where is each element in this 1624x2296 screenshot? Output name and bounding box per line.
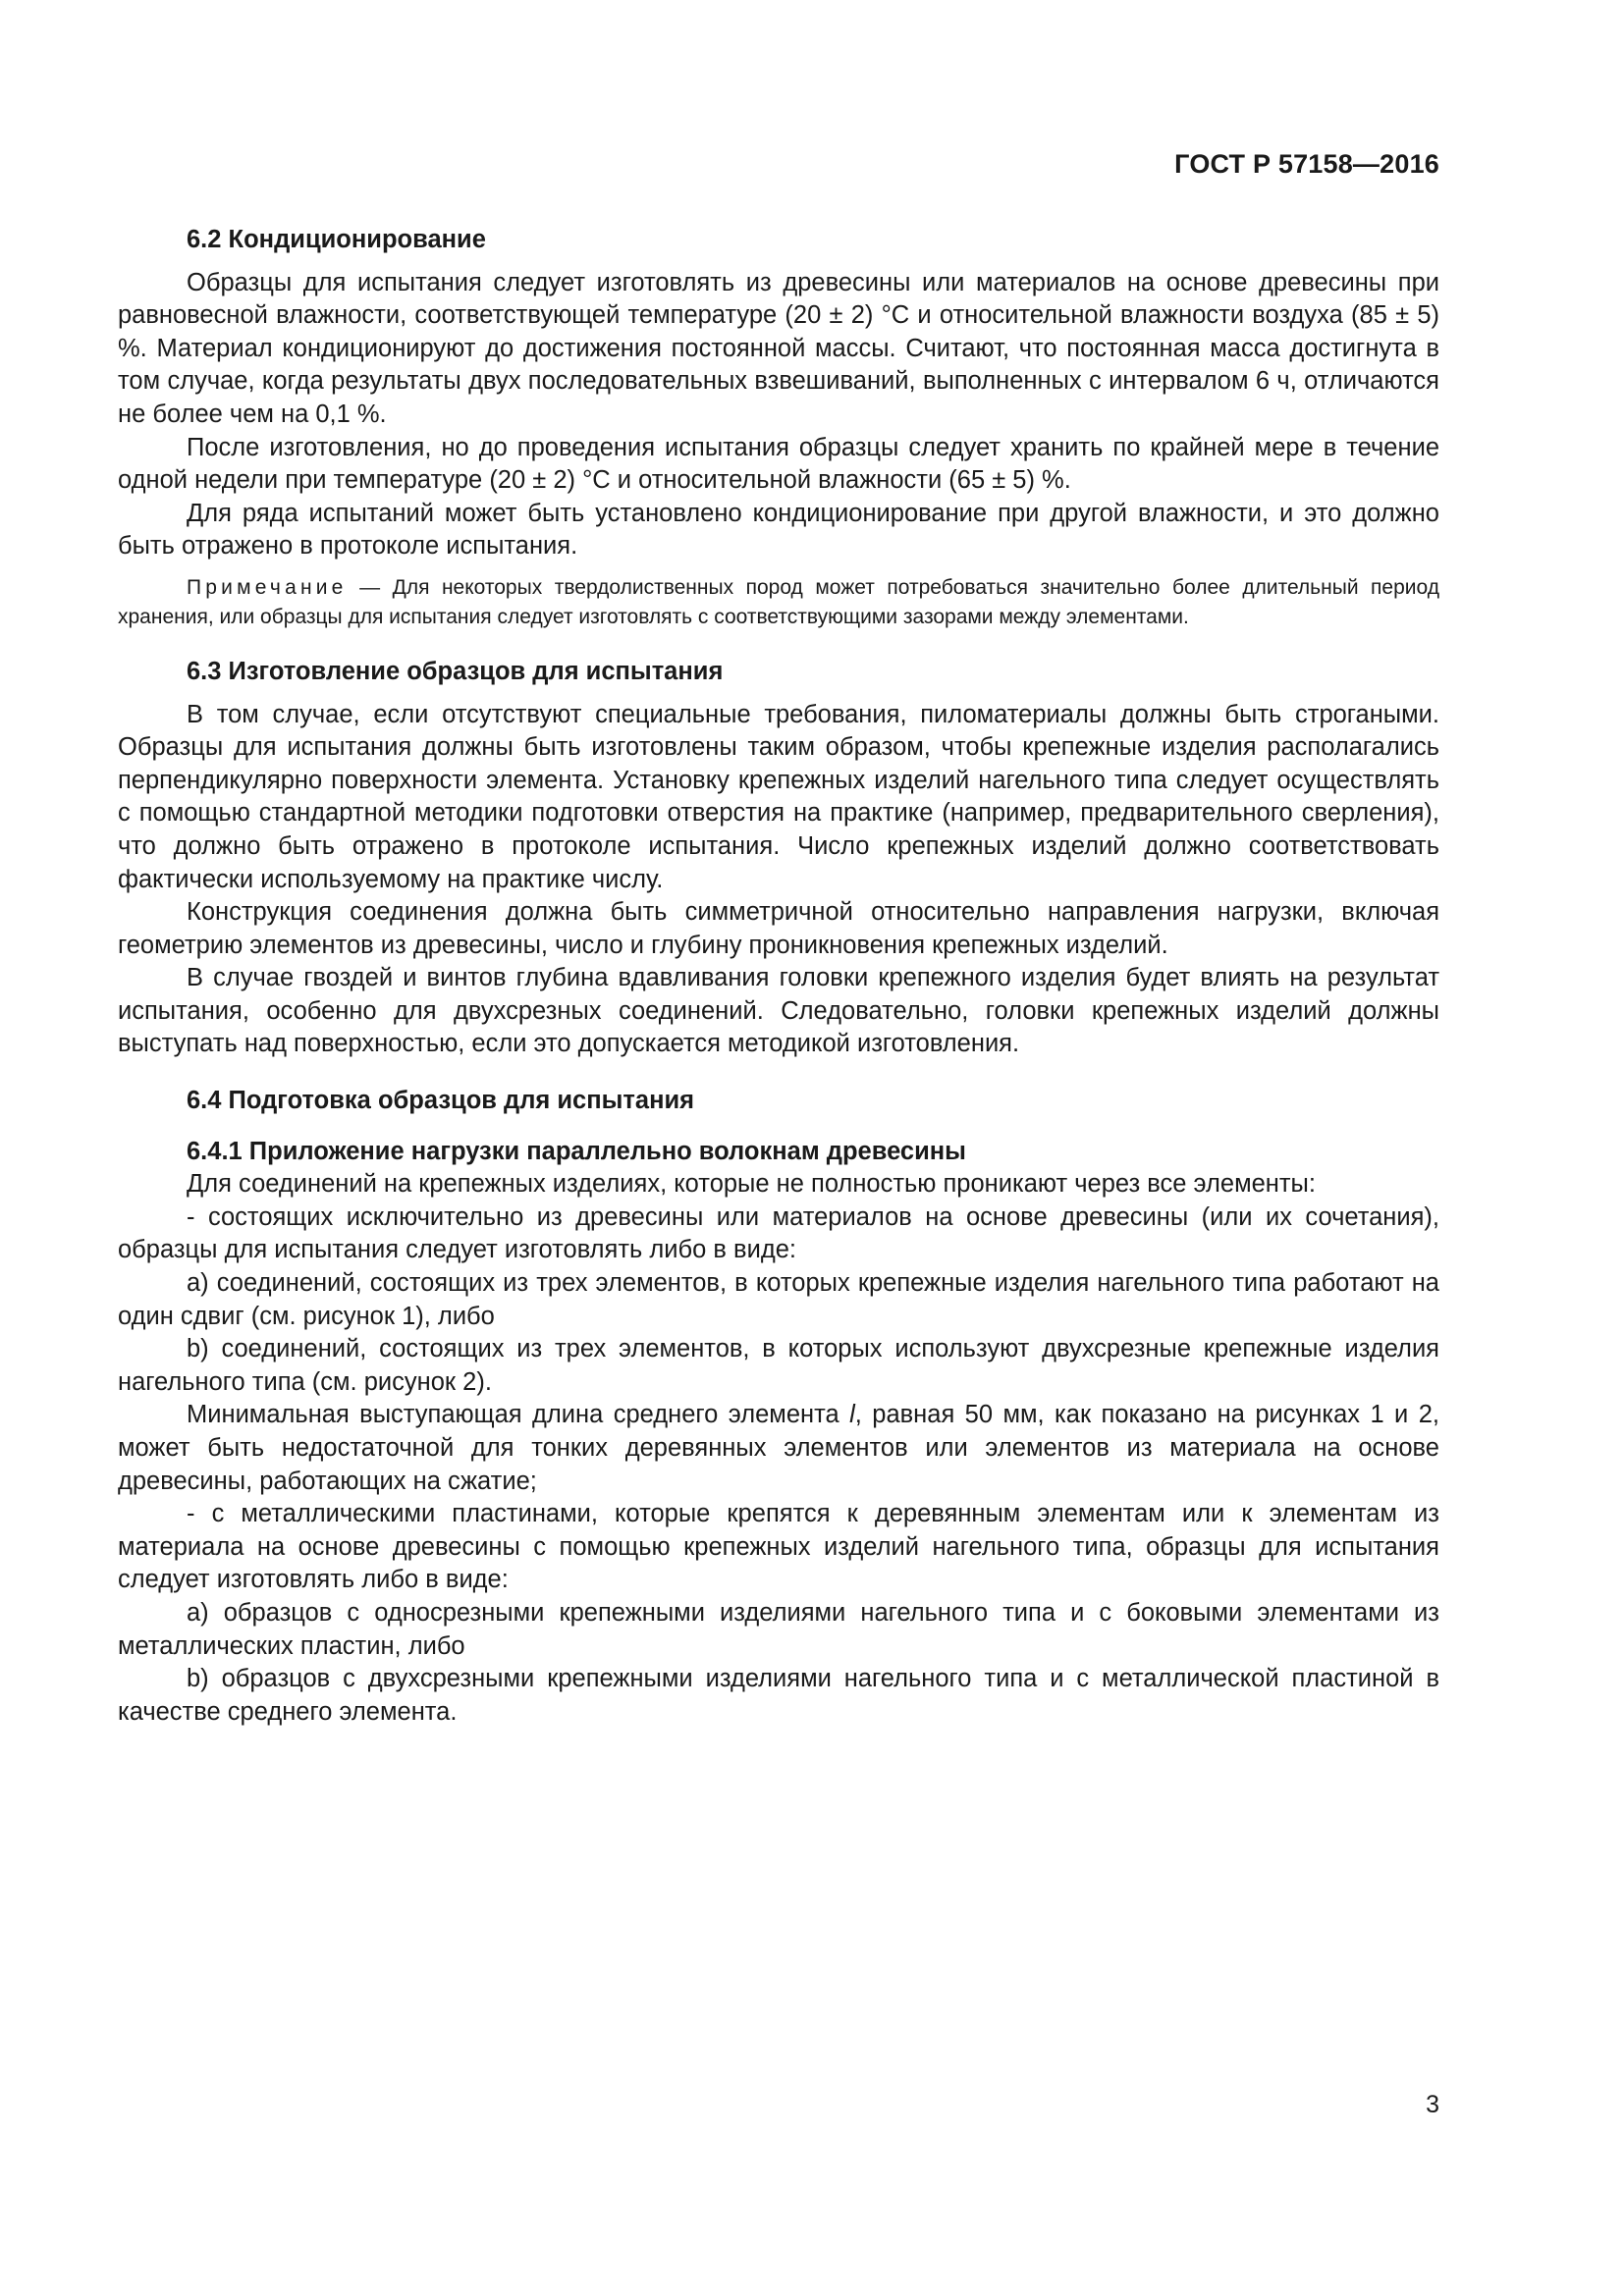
text-run: , равная 50 мм, как показано на рисунках 1 и 2, может быть недостаточной для тонких деревянных элементов или элементов из материала на основе древесины, работающих на сжатие;	[118, 1401, 1439, 1495]
paragraph: a) образцов с односрезными крепежными изделиями нагельного типа и с боковыми элементами из металлических пластин, либо	[118, 1598, 1439, 1660]
paragraph: После изготовления, но до проведения испытания образцы следует хранить по крайней мере в течение одной недели при температуре (20 ± 2) °С и относительной влажности (65 ± 5) %.	[118, 433, 1439, 495]
text-run: Минимальная выступающая длина среднего элемента	[187, 1401, 850, 1429]
document-body	[118, 224, 1439, 1729]
subsection-heading-6-4-1: 6.4.1 Приложение нагрузки параллельно волокнам древесины	[187, 1137, 966, 1165]
paragraph: Конструкция соединения должна быть симметричной относительно направления нагрузки, включая геометрию элементов из древесины, число и глубину проникновения крепежных изделий.	[118, 898, 1439, 959]
variable-l: l	[849, 1401, 855, 1429]
note-label: Примечание	[187, 575, 348, 599]
paragraph: Для ряда испытаний может быть установлено кондиционирование при другой влажности, и это должно быть отражено в протоколе испытания.	[118, 499, 1439, 561]
section-heading-6-2: 6.2 Кондиционирование	[187, 226, 486, 253]
page-number: 3	[1426, 2091, 1439, 2118]
document-code: ГОСТ Р 57158—2016	[1174, 149, 1439, 179]
paragraph: a) соединений, состоящих из трех элементов, в которых крепежные изделия нагельного типа работают на один сдвиг (см. рисунок 1), либо	[118, 1269, 1439, 1330]
paragraph	[118, 1399, 1439, 1498]
paragraph: - с металлическими пластинами, которые крепятся к деревянным элементам или к элементам из материала на основе древесины с помощью крепежных изделий нагельного типа, образцы для испытания следует изготовлять либо в виде:	[118, 1500, 1439, 1594]
paragraph: Образцы для испытания следует изготовлять из древесины или материалов на основе древесины при равновесной влажности, соответствующей температуре (20 ± 2) °С и относительной влажности воздуха (85 ± 5) %. Материал кондиционируют до достижения постоянной массы. Считают, что постоянная масса достигнута в том случае, когда результаты двух последовательных взвешиваний, выполненных с интервалом 6 ч, отличаются не более чем на 0,1 %.	[118, 268, 1439, 428]
paragraph: b) соединений, состоящих из трех элементов, в которых используют двухсрезные крепежные изделия нагельного типа (см. рисунок 2).	[118, 1335, 1439, 1396]
section-heading-6-4: 6.4 Подготовка образцов для испытания	[187, 1087, 695, 1115]
paragraph: Для соединений на крепежных изделиях, которые не полностью проникают через все элементы:	[187, 1170, 1316, 1199]
paragraph: b) образцов с двухсрезными крепежными изделиями нагельного типа и с металлической пластиной в качестве среднего элемента.	[118, 1665, 1439, 1726]
note-text: — Для некоторых твердолиственных пород может потребоваться значительно более длительный период хранения, или образцы для испытания следует изготовлять с соответствующими зазорами между элементами.	[118, 575, 1439, 628]
paragraph: - состоящих исключительно из древесины или материалов на основе древесины (или их сочетания), образцы для испытания следует изготовлять либо в виде:	[118, 1202, 1439, 1264]
section-heading-6-3: 6.3 Изготовление образцов для испытания	[187, 657, 724, 685]
note	[118, 573, 1439, 632]
paragraph: В случае гвоздей и винтов глубина вдавливания головки крепежного изделия будет влиять на результат испытания, особенно для двухсрезных соединений. Следовательно, головки крепежных изделий должны выступать над поверхностью, если это допускается методикой изготовления.	[118, 964, 1439, 1058]
paragraph: В том случае, если отсутствуют специальные требования, пиломатериалы должны быть строгаными. Образцы для испытания должны быть изготовлены таким образом, чтобы крепежные изделия располагались перпендикулярно поверхности элемента. Установку крепежных изделий нагельного типа следует осуществлять с помощью стандартной методики подготовки отверстия на практике (например, предварительного сверления), что должно быть отражено в протоколе испытания. Число крепежных изделий должно соответствовать фактически используемому на практике числу.	[118, 700, 1439, 893]
